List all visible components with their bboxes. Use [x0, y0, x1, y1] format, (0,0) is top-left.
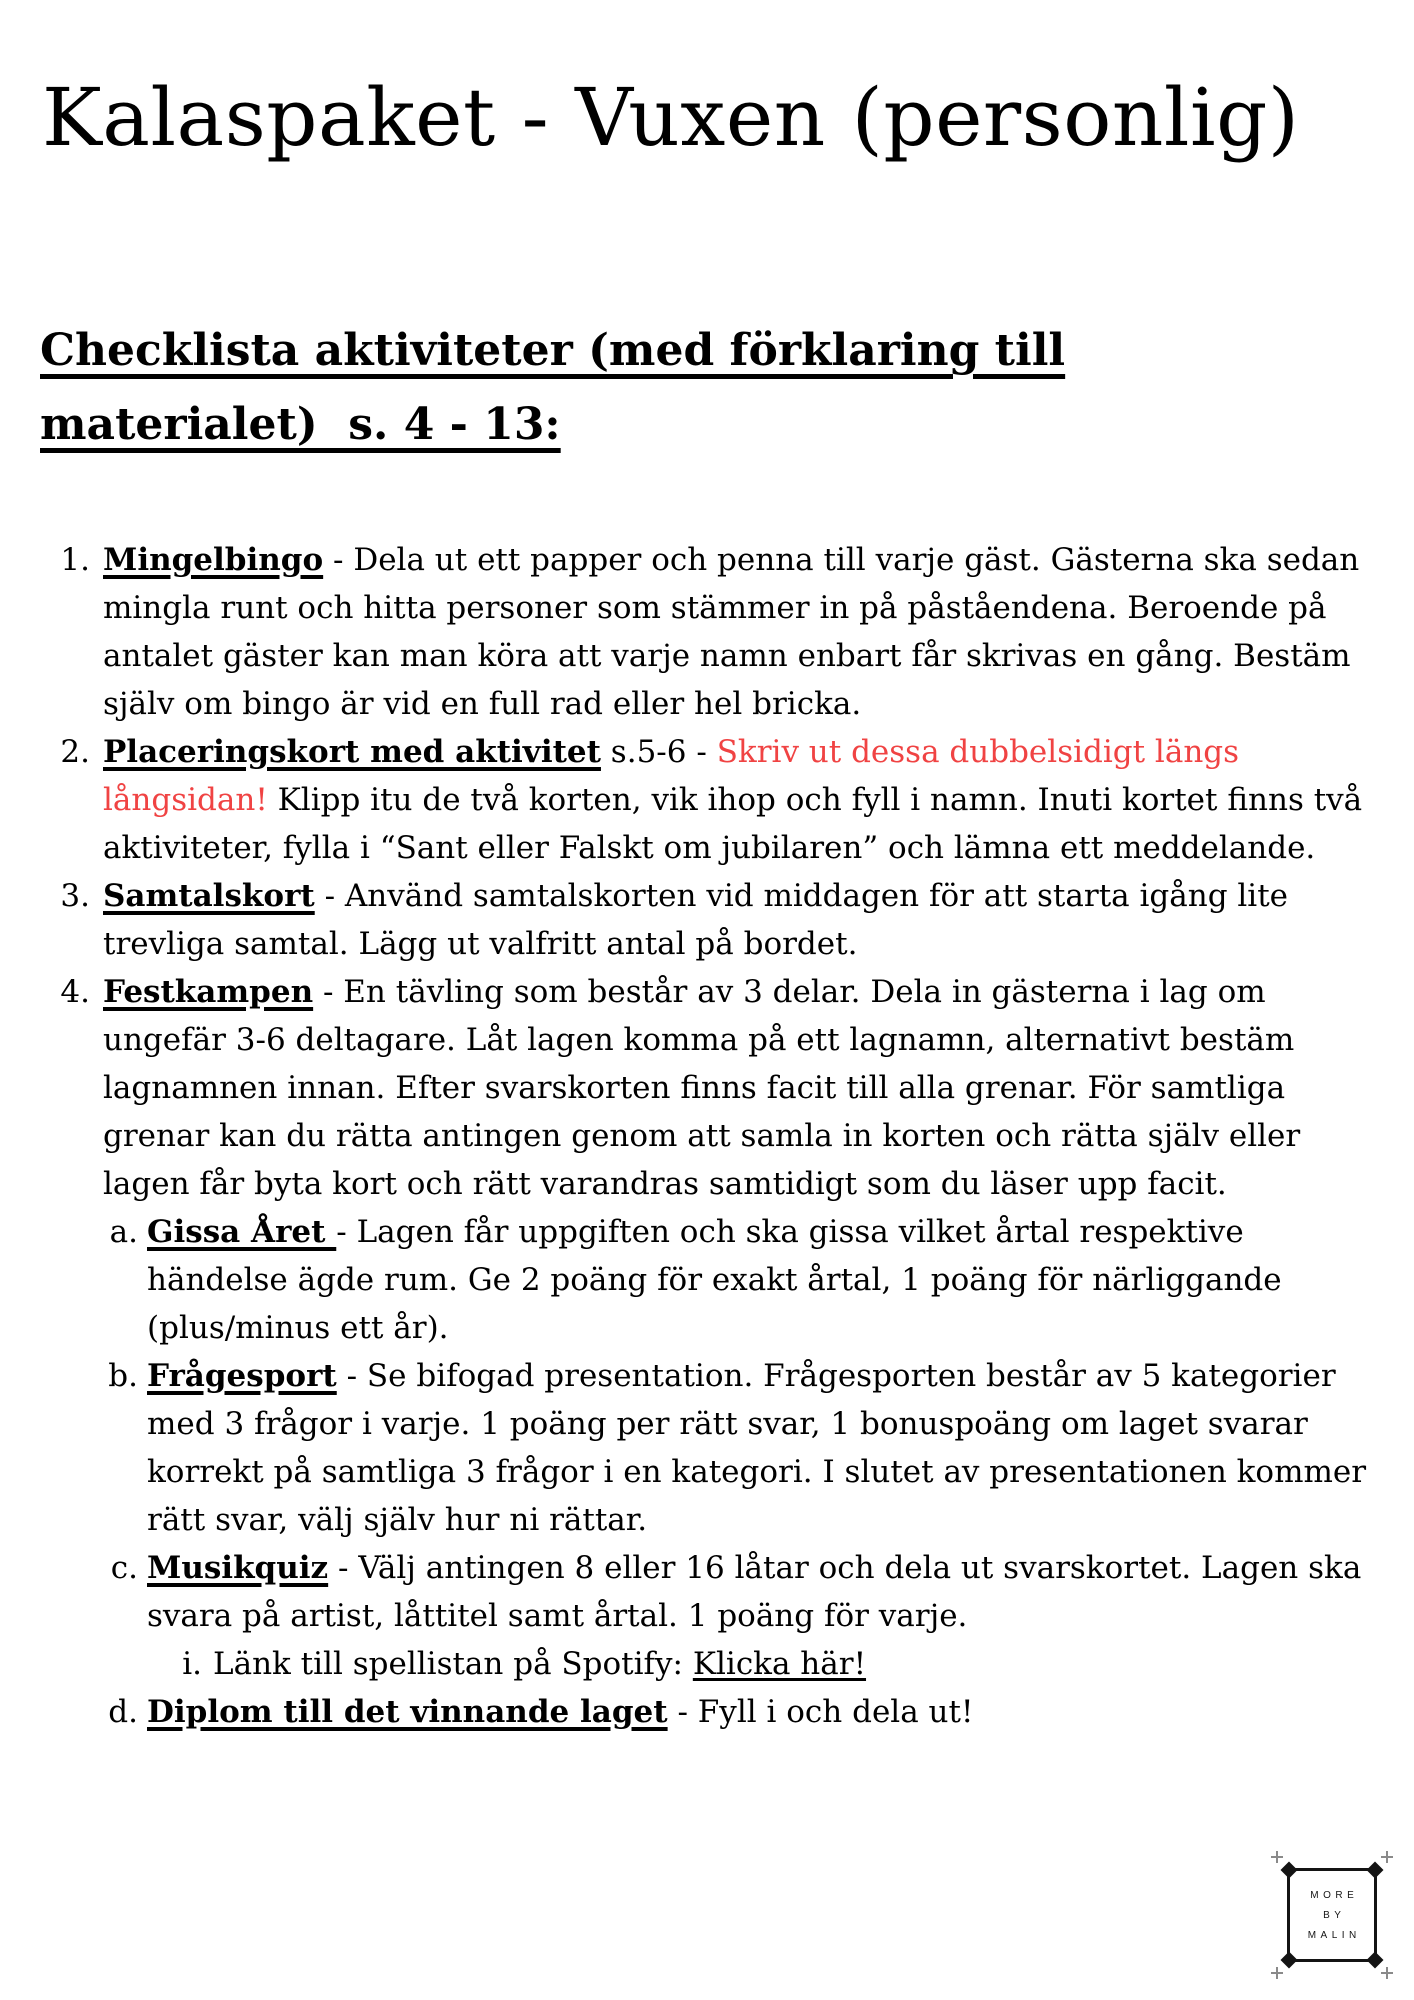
activity-description: - Lagen får uppgiften och ska gissa vilket årtal respektive händelse ägde rum. Ge 2 poäng för exakt årtal, 1 poäng för närliggande (plus/minus ett år).: [147, 1214, 1282, 1346]
list-item-diplom: [40, 1688, 1369, 1736]
activity-term: Frågesport: [147, 1358, 337, 1394]
print-warning-text: Skriv ut dessa dubbelsidigt längs långsidan!: [103, 734, 1240, 818]
list-number: b.: [108, 1358, 138, 1394]
spotify-link-label: Länk till spellistan på Spotify:: [213, 1646, 693, 1682]
page-title: Kalaspaket - Vuxen (personlig): [42, 71, 1300, 164]
list-number: i.: [182, 1646, 202, 1682]
list-number: c.: [110, 1550, 138, 1586]
list-number: 4.: [60, 974, 90, 1010]
logo-line: MALIN: [1307, 1929, 1361, 1941]
list-item-musikquiz: [40, 1544, 1369, 1640]
activity-description: - En tävling som består av 3 delar. Dela in gästerna i lag om ungefär 3-6 deltagare. Låt lagen komma på ett lagnamn, alternativt bestäm lagnamnen innan. Efter svarskorten finns facit till alla grenar. För samtliga grenar kan du rätta antingen genom att samla in korten och rätta själv eller lagen får byta kort och rätt varandras samtidigt som du läser upp facit.: [103, 974, 1301, 1202]
list-item-spotify-link: [40, 1640, 1369, 1688]
list-item-gissa-aret: [40, 1208, 1369, 1352]
activity-description: - Fyll i och dela ut!: [667, 1694, 974, 1730]
sparkle-icon: [1271, 1967, 1283, 1979]
activity-description: - Se bifogad presentation. Frågesporten består av 5 kategorier med 3 frågor i varje. 1 poäng per rätt svar, 1 bonuspoäng om laget svarar korrekt på samtliga 3 frågor i en kategori. I slutet av presentationen kommer rätt svar, välj själv hur ni rättar.: [147, 1358, 1367, 1538]
list-item-mingelbingo: [40, 536, 1369, 728]
activities-checklist: [40, 536, 1369, 1736]
section-heading: [40, 314, 1369, 462]
activity-term: Festkampen: [103, 974, 314, 1010]
logo-line: MORE: [1310, 1889, 1359, 1901]
list-number: a.: [109, 1214, 138, 1250]
activity-description: Klipp itu de två korten, vik ihop och fyll i namn. Inuti kortet finns två aktiviteter, fylla i “Sant eller Falskt om jubilaren” och lämna ett meddelande.: [103, 782, 1363, 866]
sparkle-icon: [1381, 1851, 1393, 1863]
activity-term: Gissa Året: [147, 1214, 337, 1250]
section-heading-line-1: Checklista aktiviteter (med förklaring till: [40, 325, 1066, 376]
logo-frame: [1287, 1868, 1377, 1962]
list-item-samtalskort: [40, 872, 1369, 968]
spotify-playlist-link[interactable]: Klicka här!: [692, 1646, 867, 1682]
activity-term: Musikquiz: [147, 1550, 329, 1586]
activity-term: Placeringskort med aktivitet: [103, 734, 601, 770]
activity-description: - Välj antingen 8 eller 16 låtar och dela ut svarskortet. Lagen ska svara på artist, låttitel samt årtal. 1 poäng för varje.: [147, 1550, 1362, 1634]
activity-description: - Använd samtalskorten vid middagen för att starta igång lite trevliga samtal. Lägg ut valfritt antal på bordet.: [103, 878, 1289, 962]
more-by-malin-logo: [1287, 1868, 1377, 1962]
activity-term: Samtalskort: [103, 878, 315, 914]
sparkle-icon: [1381, 1967, 1393, 1979]
logo-text: [1290, 1871, 1374, 1959]
list-number: d.: [108, 1694, 138, 1730]
list-number: 3.: [60, 878, 90, 914]
list-item-festkampen: [40, 968, 1369, 1208]
sparkle-icon: [1271, 1851, 1283, 1863]
page-reference: s.5-6 -: [600, 734, 717, 770]
activity-description: - Dela ut ett papper och penna till varje gäst. Gästerna ska sedan mingla runt och hitta personer som stämmer in på påståendena. Beroende på antalet gäster kan man köra att varje namn enbart får skrivas en gång. Bestäm själv om bingo är vid en full rad eller hel bricka.: [103, 542, 1360, 722]
list-number: 1.: [60, 542, 90, 578]
list-item-placeringskort: [40, 728, 1369, 872]
list-number: 2.: [60, 734, 90, 770]
logo-line: BY: [1323, 1909, 1346, 1921]
activity-term: Mingelbingo: [103, 542, 324, 578]
section-heading-line-2: materialet) s. 4 - 13:: [40, 399, 561, 450]
activity-term: Diplom till det vinnande laget: [147, 1694, 668, 1730]
list-item-fragesport: [40, 1352, 1369, 1544]
